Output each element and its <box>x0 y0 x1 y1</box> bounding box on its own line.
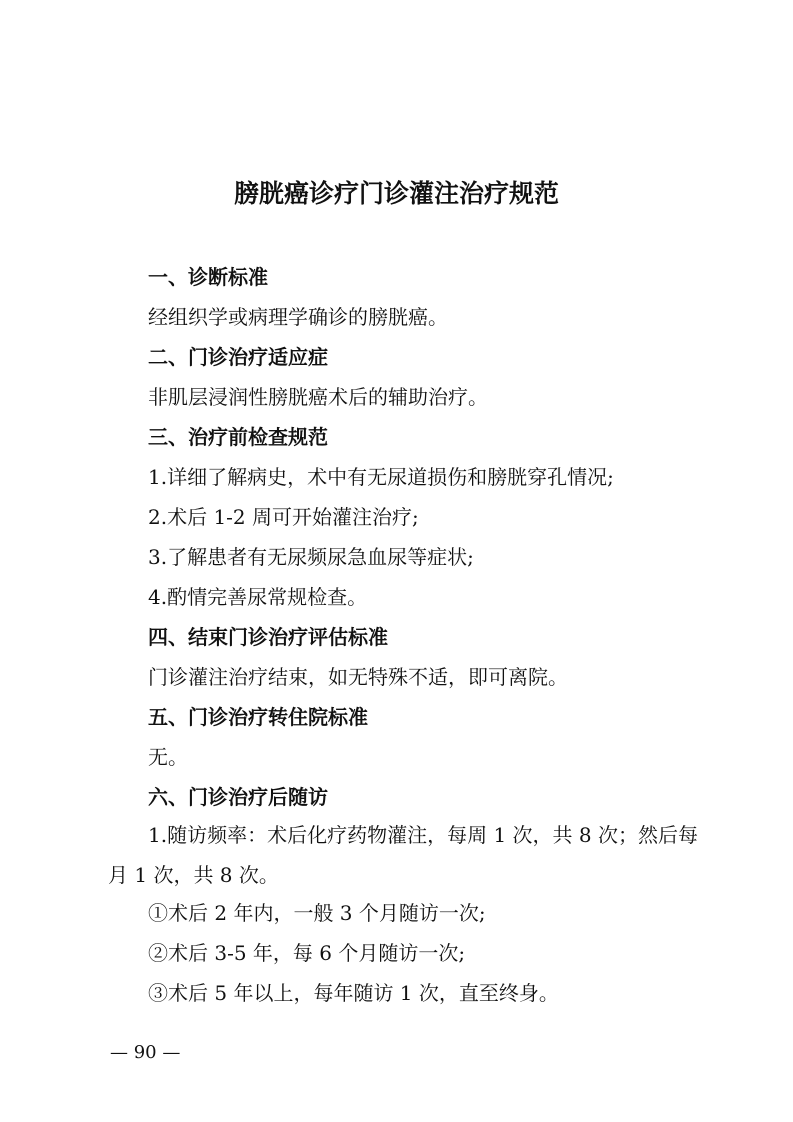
section-heading-follow-up: 六、门诊治疗后随访 <box>148 785 328 809</box>
list-item: ②术后 3-5 年，每 6 个月随访一次; <box>148 941 466 965</box>
list-item: ③术后 5 年以上，每年随访 1 次，直至终身。 <box>148 981 559 1005</box>
list-item: ①术后 2 年内，一般 3 个月随访一次; <box>148 901 486 925</box>
section-heading-indications: 二、门诊治疗适应症 <box>148 345 328 369</box>
section-heading-pretreatment-exam: 三、治疗前检查规范 <box>148 425 328 449</box>
section-heading-transfer-criteria: 五、门诊治疗转住院标准 <box>148 705 368 729</box>
section-heading-end-evaluation: 四、结束门诊治疗评估标准 <box>148 625 388 649</box>
follow-up-frequency-paragraph: 1.随访频率：术后化疗药物灌注，每周 1 次，共 8 次；然后每月 1 次，共 8 次。 <box>108 823 698 887</box>
section-text: 经组织学或病理学确诊的膀胱癌。 <box>148 305 448 329</box>
list-item: 4.酌情完善尿常规检查。 <box>148 585 368 609</box>
section-heading-diagnosis: 一、诊断标准 <box>148 265 268 289</box>
page-number: — 90 — <box>110 1042 181 1063</box>
section-text: 无。 <box>148 745 188 769</box>
list-item: 3.了解患者有无尿频尿急血尿等症状; <box>148 545 474 569</box>
section-text: 非肌层浸润性膀胱癌术后的辅助治疗。 <box>148 385 488 409</box>
document-title: 膀胱癌诊疗门诊灌注治疗规范 <box>233 179 559 208</box>
list-item: 2.术后 1-2 周可开始灌注治疗; <box>148 505 419 529</box>
list-item: 1.详细了解病史，术中有无尿道损伤和膀胱穿孔情况; <box>148 465 614 489</box>
section-text: 门诊灌注治疗结束，如无特殊不适，即可离院。 <box>148 665 568 689</box>
